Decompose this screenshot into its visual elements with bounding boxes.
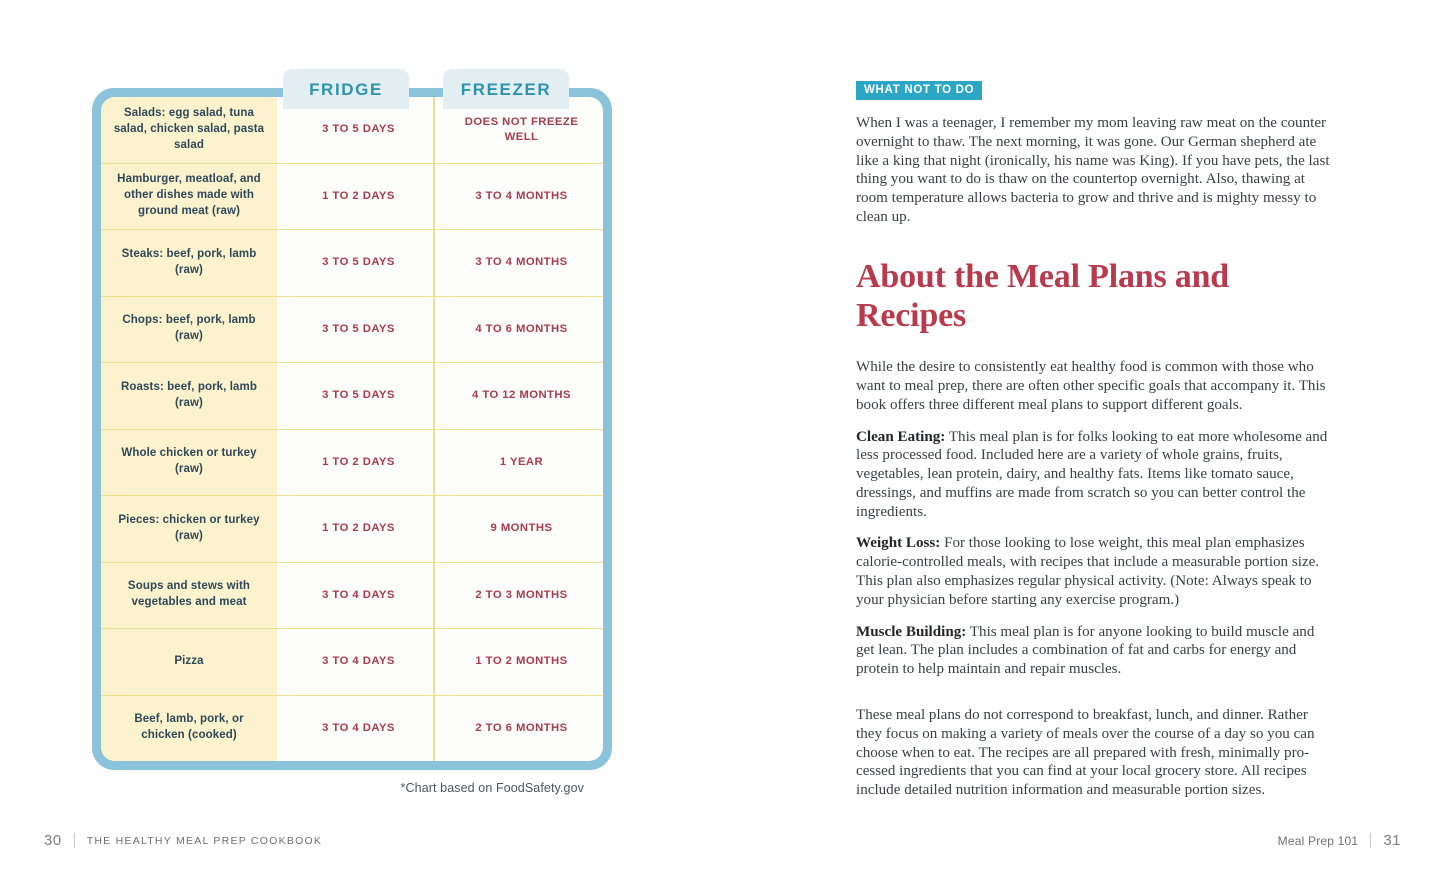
table-row <box>101 430 603 497</box>
cell-food: Salads: egg salad, tuna salad, chicken salad, pasta salad <box>113 106 265 151</box>
cell-freezer: 9 MONTHS <box>490 522 553 535</box>
left-page-footer <box>44 832 322 849</box>
plan-muscle-building <box>856 623 1334 679</box>
plan-name: Muscle Building: <box>856 623 967 640</box>
table-row <box>101 496 603 563</box>
cell-freezer: 3 TO 4 MONTHS <box>475 256 568 269</box>
cell-freezer: 1 TO 2 MONTHS <box>475 655 568 668</box>
plan-weight-loss <box>856 534 1334 609</box>
table-row <box>101 164 603 231</box>
intro-paragraph: While the desire to consistently eat healthy food is common with those who want to meal prep, there are often other specific goals that accompany it. This book offers three different meal plans to support different goals. <box>856 359 1326 413</box>
plan-name: Weight Loss: <box>856 535 941 552</box>
plan-description: For those looking to lose weight, this meal plan emphasizes calorie-controlled meals, with recipes that include a measurable portion size. This plan also emphasizes regular physical activity. (Note: Always speak to your physician before starting any exercise program.) <box>856 535 1320 608</box>
table-tabs <box>0 0 722 120</box>
storage-chart-card <box>92 88 612 770</box>
page-number: 30 <box>44 832 62 849</box>
table-row <box>101 363 603 430</box>
table-row <box>101 297 603 364</box>
cell-food: Soups and stews with vegetables and meat <box>127 580 251 609</box>
right-page-footer <box>1278 832 1401 849</box>
cell-freezer: 3 TO 4 MONTHS <box>475 189 568 202</box>
cell-food: Beef, lamb, pork, or chicken (cooked) <box>134 713 244 742</box>
cell-fridge: 3 TO 4 DAYS <box>322 721 395 734</box>
closing-paragraph: These meal plans do not correspond to breakfast, lunch, and dinner. Rather they focus on making a variety of meals over the course of a day so you can choose when to eat. The recipes are all prepared with fresh, minimally pro-cessed ingredients that you can find at your local grocery store. All recipes include detailed nutrition information and measurable portion sizes. <box>856 706 1315 799</box>
cell-freezer: 4 TO 12 MONTHS <box>472 389 571 402</box>
cell-freezer: 2 TO 6 MONTHS <box>475 721 568 734</box>
cell-freezer: 2 TO 3 MONTHS <box>475 588 568 601</box>
cell-food: Steaks: beef, pork, lamb (raw) <box>121 247 257 276</box>
table-row <box>101 230 603 297</box>
callout-kicker: WHAT NOT TO DO <box>856 81 982 100</box>
cell-fridge: 3 TO 4 DAYS <box>322 655 395 668</box>
cell-fridge: 3 TO 4 DAYS <box>322 588 395 601</box>
table-row <box>101 696 603 762</box>
cell-fridge: 1 TO 2 DAYS <box>322 522 395 535</box>
paragraph-spacer <box>856 692 1334 706</box>
tab-fridge: FRIDGE <box>283 69 409 109</box>
cell-fridge: 3 TO 5 DAYS <box>322 123 395 136</box>
cell-freezer: 4 TO 6 MONTHS <box>475 322 568 335</box>
cell-food: Pizza <box>174 654 204 667</box>
chapter-title: Meal Prep 101 <box>1277 833 1359 848</box>
cell-food: Chops: beef, pork, lamb (raw) <box>122 314 256 343</box>
callout-body: When I was a teenager, I remember my mom leaving raw meat on the counter overnight to thaw. The next morning, it was gone. Our German shepherd ate like a king that night (ironically, his name was King). If you have pets, the last thing you want to do is thaw on the countertop overnight. Also, thawing at room temperature allows bacteria to grow and thrive and is mighty messy to clean up. <box>856 115 1330 225</box>
right-page-content <box>856 80 1334 814</box>
cell-fridge: 3 TO 5 DAYS <box>322 389 395 402</box>
tab-freezer: FREEZER <box>443 69 569 109</box>
page-number: 31 <box>1383 832 1401 849</box>
chart-source-caption: *Chart based on FoodSafety.gov <box>400 781 584 795</box>
cell-fridge: 3 TO 5 DAYS <box>322 322 395 335</box>
plan-description: This meal plan is for folks looking to eat more wholesome and less processed food. Included here are a variety of whole grains, fruits, vegetables, lean protein, dairy, and healthy fats. Items like tomato sauce, dressings, and muffins are made from scratch so you can better control the ingredients. <box>856 428 1328 520</box>
footer-divider <box>74 833 75 848</box>
cell-fridge: 1 TO 2 DAYS <box>322 455 395 468</box>
table-row <box>101 563 603 630</box>
table-row <box>101 629 603 696</box>
plan-name: Clean Eating: <box>856 428 946 445</box>
cell-food: Whole chicken or turkey (raw) <box>121 447 257 476</box>
section-heading: About the Meal Plans and Recipes <box>856 257 1230 335</box>
left-page <box>0 0 722 891</box>
right-page <box>722 0 1445 891</box>
storage-chart-rows <box>101 97 603 761</box>
cell-freezer: 1 YEAR <box>499 455 544 468</box>
storage-chart-inner <box>101 97 603 761</box>
plan-description: This meal plan is for anyone looking to build muscle and get lean. The plan includes a combination of fat and carbs for energy and protein to help maintain and repair muscles. <box>856 623 1315 678</box>
plan-clean-eating <box>856 428 1334 522</box>
cell-food: Hamburger, meatloaf, and other dishes made with ground meat (raw) <box>117 173 261 218</box>
footer-divider <box>1370 833 1371 848</box>
cell-fridge: 1 TO 2 DAYS <box>322 189 395 202</box>
cell-food: Pieces: chicken or turkey (raw) <box>118 513 260 542</box>
cell-food: Roasts: beef, pork, lamb (raw) <box>121 380 257 409</box>
book-title: THE HEALTHY MEAL PREP COOKBOOK <box>86 834 323 847</box>
cell-freezer: DOES NOT FREEZE WELL <box>464 115 579 143</box>
cell-fridge: 3 TO 5 DAYS <box>322 256 395 269</box>
